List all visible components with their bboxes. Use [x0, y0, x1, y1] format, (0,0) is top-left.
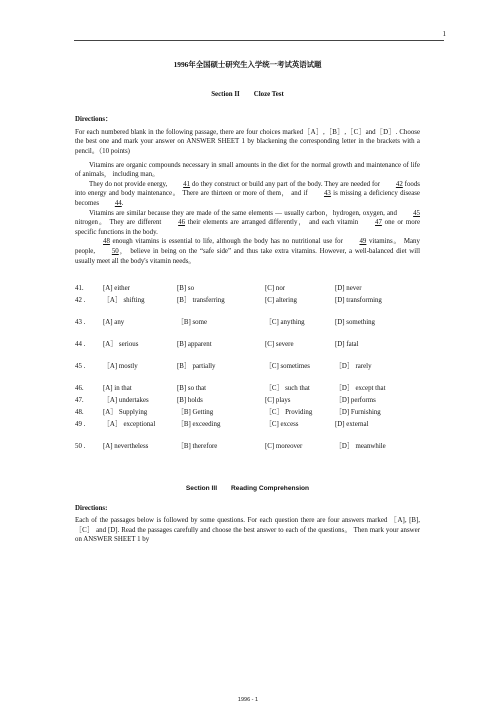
- question-number: 45 .: [75, 363, 86, 371]
- passage-text: is missing a deficiency disease becomes: [75, 190, 420, 207]
- directions-2-text: Each of the passages below is followed by some questions. For each question there are four answers marked ［A], [B], ［C］ and [D]. Read the passages carefully and choose the best answer to each of the questions。 Then mark your answer on ANSWER SHEET 1 by: [75, 517, 420, 544]
- question-number: 43 .: [75, 319, 86, 327]
- option-row-49: [75, 420, 420, 432]
- blank-50: 50: [111, 247, 119, 255]
- question-number: 47.: [75, 397, 84, 405]
- option-d: [D] never: [335, 285, 362, 293]
- directions-text: For each numbered blank in the following passage, there are four choices marked［A］,［B］,［C］and［D］. Choose the best one and mark your answer on ANSWER SHEET 1 by blackening the corresponding letter in the brackets with a pencil。（10 points): [75, 128, 420, 155]
- header-rule: [74, 40, 444, 41]
- option-c: ［C] excess: [265, 421, 299, 429]
- option-a: [A］ Supplying: [103, 409, 148, 417]
- passage-text: their elements are arranged differently， and each vitamin: [187, 219, 359, 227]
- section-ii-label: Section II: [211, 90, 240, 98]
- option-c: [C] altering: [265, 297, 297, 305]
- option-a: ［A］ shifting: [103, 297, 145, 305]
- option-a: [A] nevertheless: [103, 443, 149, 451]
- option-d: ［D] Furnishing: [335, 409, 381, 417]
- exam-title: 1996年全国硕士研究生入学统一考试英语试题: [173, 60, 322, 69]
- passage-text: nitrogen。 They are different: [75, 219, 162, 227]
- option-d: ［D］ except that: [335, 385, 386, 393]
- option-c: [C] nor: [265, 285, 286, 293]
- option-a: [A] in that: [103, 385, 132, 393]
- option-c: [C] severe: [265, 341, 294, 349]
- option-d: ［D］ meanwhile: [335, 443, 386, 451]
- blank-41: 41: [183, 180, 191, 188]
- option-d: [D] fatal: [335, 341, 359, 349]
- option-row-42: [75, 296, 420, 308]
- passage-text: foods into energy and body maintenance。 There are thirteen or more of them， and if: [75, 180, 420, 198]
- directions-2-label: Directions:: [75, 504, 108, 512]
- option-c: [C] plays: [265, 397, 291, 405]
- option-a: ［A］ exceptional: [103, 421, 156, 429]
- question-number: 46.: [75, 385, 84, 393]
- option-a: [A] any: [103, 319, 125, 327]
- passage-text: one or more specific functions in the body.: [75, 219, 421, 236]
- passage-paragraph-1: Vitamins are organic compounds necessary in small amounts in the diet for the normal growth and maintenance of life of animals， including man。: [75, 161, 420, 179]
- option-row-47: [75, 396, 420, 408]
- passage-text: They do not provide energy,: [89, 180, 168, 188]
- blank-47: 47: [375, 219, 382, 227]
- question-number: 42 .: [75, 297, 86, 305]
- passage-text: vitamins。 Many people,: [75, 238, 420, 255]
- option-a: ［A] mostly: [103, 363, 138, 371]
- passage-text: Vitamins are similar because they are made of the same elements — usually carbon，hydrogen, oxygen, and: [89, 209, 397, 217]
- option-d: ［D］ rarely: [335, 363, 372, 371]
- passage-text: .: [121, 199, 124, 207]
- options-list: [75, 284, 420, 454]
- option-row-46: [75, 384, 420, 396]
- passage-text: do they construct or build any part of the body. They are needed for: [191, 180, 381, 188]
- option-c: ［C] sometimes: [265, 363, 310, 371]
- option-b: ［B] exceeding: [177, 421, 221, 429]
- option-a: [A］ serious: [103, 341, 139, 349]
- option-d: [D] something: [335, 319, 375, 327]
- passage-text: ， believe in being on the “safe side” and thus take extra vitamins. However, a well-balanced diet will usually meet all the body's vitamin needs。: [75, 247, 420, 265]
- blank-45: 45: [413, 209, 420, 217]
- passage-paragraph-3: [75, 209, 420, 238]
- section-ii-name: Cloze Test: [253, 90, 284, 98]
- option-d: [D] transforming: [335, 297, 382, 305]
- option-b: [B］ partially: [177, 363, 216, 371]
- page-footer: 1996 - 1: [237, 697, 259, 703]
- blank-48: 48: [103, 238, 110, 246]
- option-row-41: [75, 284, 420, 296]
- document-body: [75, 60, 420, 545]
- page-number: 1: [442, 30, 446, 38]
- question-number: 49 .: [75, 421, 86, 429]
- passage-paragraph-4: [75, 237, 420, 266]
- option-row-45: [75, 362, 420, 374]
- question-number: 48.: [75, 409, 84, 417]
- option-c: ［C] anything: [265, 319, 305, 327]
- question-number: 50 .: [75, 443, 86, 451]
- option-b: ［B] Getting: [177, 409, 214, 417]
- option-b: [B] holds: [177, 397, 203, 405]
- option-c: ［C］ such that: [265, 385, 310, 393]
- passage-paragraph-2: [75, 180, 420, 209]
- section-iii-label: Section III: [185, 485, 218, 493]
- section-iii-heading: [75, 484, 420, 494]
- option-b: [B] apparent: [177, 341, 212, 349]
- blank-44: 44: [114, 199, 122, 207]
- option-c: ［C］ Providing: [265, 409, 313, 417]
- option-row-44: [75, 340, 420, 352]
- blank-49: 49: [359, 238, 367, 246]
- blank-46: 46: [178, 219, 186, 227]
- option-b: [B］ transferring: [177, 297, 225, 305]
- option-c: [C] moreover: [265, 443, 303, 451]
- option-a: [A] either: [103, 285, 130, 293]
- question-number: 44 .: [75, 341, 86, 349]
- directions-label: Directions：: [75, 116, 112, 124]
- section-iii-name: Reading Comprehension: [231, 485, 310, 493]
- option-row-50: [75, 442, 420, 454]
- option-b: ［B] some: [177, 319, 208, 327]
- option-row-43: [75, 318, 420, 330]
- option-b: ［B] therefore: [177, 443, 218, 451]
- option-d: ［D] performs: [335, 397, 376, 405]
- question-number: 41.: [75, 285, 84, 293]
- option-b: [B] so: [177, 285, 195, 293]
- passage-text: enough vitamins is essential to life, although the body has no nutritional use for: [112, 238, 343, 246]
- option-row-48: [75, 408, 420, 420]
- option-d: [D] external: [335, 421, 369, 429]
- option-b: [B] so that: [177, 385, 207, 393]
- section-ii-heading: [75, 90, 420, 100]
- option-a: ［A] undertakes: [103, 397, 149, 405]
- blank-43: 43: [323, 190, 331, 198]
- blank-42: 42: [395, 180, 403, 188]
